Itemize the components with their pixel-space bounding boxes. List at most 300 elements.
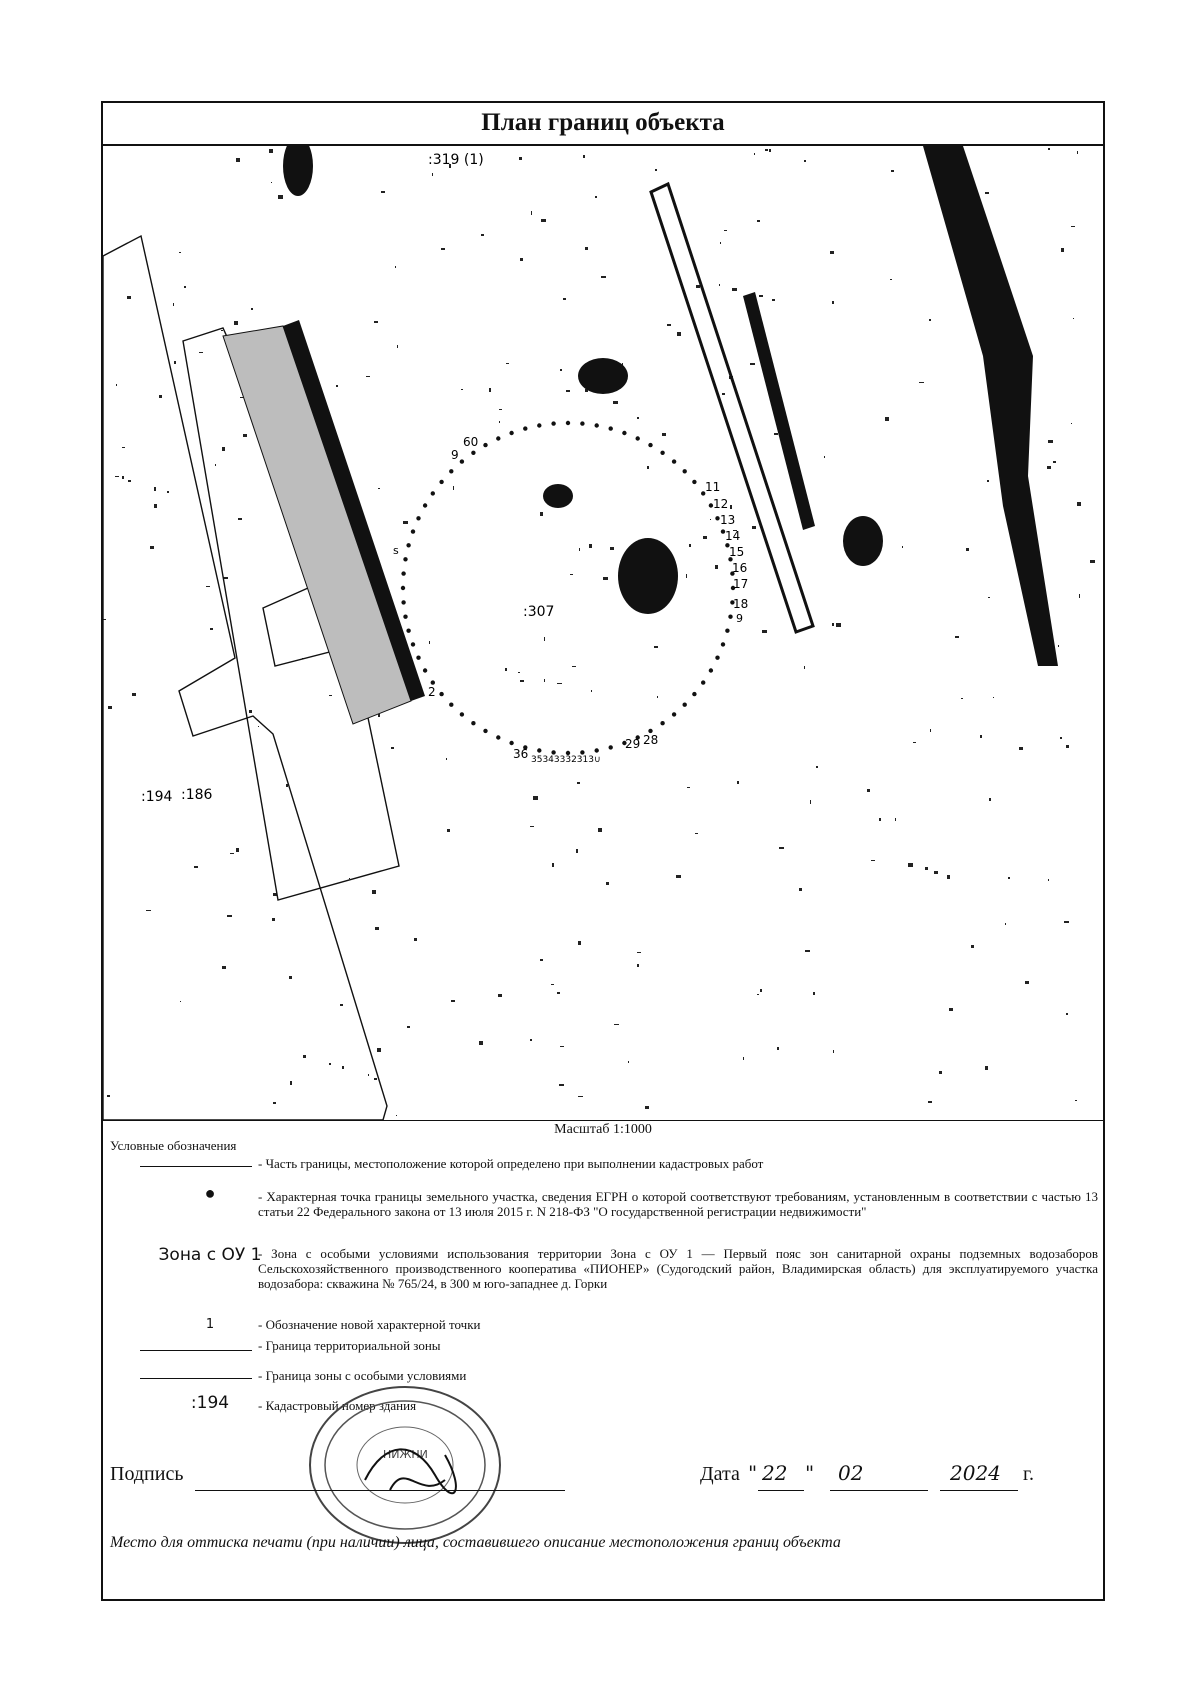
label-point-61: 9 [451,448,459,462]
zone-boundary-point [401,586,405,590]
date-month-line [830,1490,928,1491]
zone-boundary-point [411,642,415,646]
map-drawing [103,146,1103,1120]
zone-boundary-point [683,703,687,707]
photo-speckle [832,623,834,626]
photo-speckle [987,480,989,482]
photo-speckle [432,173,433,176]
photo-speckle [824,456,825,458]
zone-boundary-point [431,491,435,495]
zone-boundary-point [411,529,415,533]
photo-speckle [1008,877,1010,879]
photo-speckle [374,1078,377,1080]
zone-boundary-point [403,557,407,561]
photo-speckle [258,726,259,727]
photo-speckle [576,849,578,853]
photo-speckle [677,332,681,336]
photo-speckle [272,918,275,921]
legend-item-building-number [110,1393,1100,1418]
photo-speckle [1075,1100,1077,1101]
photo-speckle [560,369,562,371]
zone-boundary-point [423,503,427,507]
photo-speckle [210,628,213,630]
photo-speckle [637,964,639,967]
legend-item-special-zone [110,1368,1100,1386]
zone-boundary-point [509,741,513,745]
photo-speckle [179,252,181,253]
photo-speckle [637,417,639,419]
zone-boundary-point [471,721,475,725]
photo-speckle [286,784,288,787]
photo-speckle [174,361,176,364]
photo-speckle [754,153,755,155]
zone-boundary-point [660,721,664,725]
zone-boundary-point [580,421,584,425]
legend-symbol-zone: Зона с ОУ 1 [158,1245,262,1265]
zone-boundary-point [496,436,500,440]
photo-speckle [601,276,606,278]
label-point-28: 28 [643,733,659,747]
zone-boundary-point [609,745,613,749]
photo-speckle [988,597,990,598]
zone-boundary-point [483,443,487,447]
photo-speckle [378,488,380,489]
photo-speckle [122,476,124,479]
photo-speckle [769,149,771,152]
photo-speckle [481,234,484,236]
zone-boundary-point [672,712,676,716]
photo-speckle [810,800,811,804]
photo-speckle [578,941,581,945]
photo-speckle [447,829,450,832]
label-point-17: 17 [733,577,749,591]
photo-speckle [530,826,534,827]
zone-boundary-point [406,629,410,633]
photo-speckle [1077,502,1081,506]
photo-speckle [1073,318,1074,319]
photo-speckle [499,421,500,423]
photo-speckle [836,623,841,627]
photo-speckle [1058,645,1059,647]
photo-speckle [610,547,614,550]
photo-speckle [743,1057,744,1060]
photo-speckle [799,888,802,891]
zone-boundary-point [683,469,687,473]
photo-speckle [396,1115,397,1116]
photo-speckle [759,295,763,297]
zone-boundary-point [509,431,513,435]
photo-speckle [752,526,756,529]
photo-speckle [757,220,760,222]
photo-speckle [173,303,174,306]
photo-speckle [159,395,162,398]
zone-boundary-point [496,735,500,739]
photo-speckle [676,875,681,878]
photo-speckle [249,710,252,713]
photo-speckle [779,847,784,849]
photo-speckle [381,191,385,193]
zone-boundary-point [715,656,719,660]
zone-boundary-point [728,615,732,619]
photo-speckle [891,170,894,172]
photo-speckle [552,863,554,867]
photo-speckle [544,679,545,682]
label-point-run: 35343332313∪ [531,755,601,765]
photo-speckle [966,548,969,551]
photo-speckle [1048,440,1053,443]
photo-speckle [544,637,545,641]
photo-speckle [128,480,131,482]
zone-boundary-point [595,748,599,752]
zone-boundary-point [672,459,676,463]
photo-speckle [342,1066,344,1069]
zone-boundary-point [692,692,696,696]
photo-speckle [108,706,112,709]
photo-speckle [628,1061,629,1063]
label-point-12: 12 [713,497,729,511]
zone-boundary-point [595,423,599,427]
photo-speckle [925,867,928,870]
zone-boundary-point [648,443,652,447]
photo-speckle [122,447,125,448]
date-quote-close: " [805,1461,815,1485]
photo-speckle [227,915,232,917]
zone-boundary-points [401,421,735,755]
photo-speckle [1048,879,1049,881]
photo-speckle [1071,226,1075,227]
photo-speckle [949,1008,953,1011]
legend-text: - Часть границы, местоположение которой определено при выполнении кадастровых работ [258,1156,764,1171]
photo-speckle [215,464,216,466]
page-title: План границ объекта [101,101,1105,146]
label-parcel-319: :319 (1) [428,152,484,168]
seal-stamp [295,1380,525,1550]
label-point-11: 11 [705,480,721,494]
photo-speckle [127,296,131,299]
zone-boundary-point [401,571,405,575]
photo-speckle [566,390,570,392]
photo-speckle [506,363,509,364]
date-month[interactable]: 02 [838,1461,864,1485]
photo-speckle [1077,151,1078,154]
zone-boundary-point [460,459,464,463]
photo-speckle [221,330,223,331]
photo-speckle [585,247,588,250]
legend-text: - Кадастровый номер здания [258,1398,417,1413]
photo-speckle [349,878,350,879]
photo-speckle [540,512,543,516]
photo-speckle [441,248,445,250]
photo-speckle [167,491,169,493]
photo-speckle [696,285,700,288]
label-point-60: 60 [463,435,479,449]
zone-boundary-point [609,426,613,430]
date-label: Дата [700,1463,740,1485]
photo-speckle [902,546,903,548]
legend-title: Условные обозначения [110,1138,237,1153]
zone-boundary-point [701,680,705,684]
photo-speckle [374,321,378,323]
zone-boundary-point [423,668,427,672]
photo-speckle [1053,461,1056,463]
photo-speckle [908,863,913,867]
photo-speckle [985,1066,988,1070]
zone-boundary-point [551,421,555,425]
photo-speckle [518,672,520,673]
photo-speckle [732,288,737,291]
signature-label: Подпись [110,1463,184,1485]
photo-speckle [657,696,658,698]
photo-speckle [570,574,573,575]
photo-speckle [290,1081,292,1085]
dark-vegetation-edge [923,146,1058,666]
photo-speckle [289,976,292,979]
photo-speckle [830,251,834,254]
zone-boundary-point [439,692,443,696]
zone-boundary-point [449,703,453,707]
zone-boundary-point [551,750,555,754]
photo-speckle [194,866,198,868]
date-day[interactable]: 22 [762,1461,788,1485]
photo-speckle [329,695,332,696]
date-suffix: г. [1023,1463,1034,1485]
photo-speckle [461,389,463,390]
legend-item-new-point [110,1317,1100,1335]
photo-speckle [645,1106,649,1109]
photo-speckle [563,298,566,300]
photo-speckle [1047,466,1051,469]
photo-speckle [366,376,370,377]
label-point-left: 2 [428,685,436,699]
photo-speckle [1048,148,1050,150]
legend-symbol-cadastral-number: :194 [190,1393,230,1413]
photo-speckle [150,546,154,549]
photo-speckle [804,160,806,162]
photo-speckle [397,345,398,348]
label-point-15: 15 [729,545,745,559]
photo-speckle [971,945,974,948]
boundary-map[interactable] [103,146,1103,1121]
photo-speckle [572,666,576,667]
photo-speckle [577,782,580,784]
legend-item-characteristic-point [110,1183,1100,1239]
zone-boundary-point [401,600,405,604]
label-point-16: 16 [732,561,748,575]
photo-speckle [591,690,592,692]
seal-text: НИЖНИ [383,1448,428,1461]
photo-speckle [1060,737,1062,739]
zone-boundary-point [449,469,453,473]
photo-speckle [1025,981,1029,984]
photo-speckle [730,505,732,509]
photo-speckle [715,565,718,569]
legend-symbol-new-point: 1 [205,1317,215,1332]
photo-speckle [947,875,950,879]
label-point-19: 9 [736,612,743,625]
zone-boundary-point [692,480,696,484]
long-structure-fill [743,292,815,530]
photo-speckle [519,157,522,160]
photo-speckle [368,1074,369,1076]
zone-boundary-point [403,615,407,619]
label-point-18: 18 [733,597,749,611]
vegetation-blob [543,484,573,508]
vegetation-blob [843,516,883,566]
photo-speckle [583,155,585,158]
photo-speckle [234,321,238,325]
zone-boundary-point [636,436,640,440]
date-quote-open: " [748,1461,758,1485]
label-parcel-307: :307 [523,604,555,620]
dot-icon: ● [204,1183,216,1203]
photo-speckle [879,818,881,821]
legend-text: - Зона с особыми условиями использования территории Зона с ОУ 1 — Первый пояс зон санитарной охраны подземных водозаборов Сельскохозяйственного производственного кооператива «ПИОНЕР» (Судогодский район, Владимирская область) для эксплуатируемого участка водозабора: скважина № 765/24, в 300 м юго-западнее д. Горки [258,1246,1098,1291]
photo-speckle [686,574,687,578]
zone-boundary-point [471,451,475,455]
legend-line-symbol [140,1378,252,1379]
photo-speckle [710,519,711,520]
label-parcel-194: :194 [141,789,173,805]
photo-speckle [985,192,989,194]
photo-speckle [533,796,538,800]
photo-speckle [939,1071,942,1074]
photo-speckle [913,742,916,743]
photo-speckle [757,994,759,995]
photo-speckle [530,1039,532,1041]
zone-boundary-point [406,543,410,547]
photo-speckle [429,641,430,644]
zone-boundary-point [460,712,464,716]
photo-speckle [271,182,272,183]
label-point-36: 36 [513,747,529,761]
label-point-29: 29 [625,737,641,751]
photo-speckle [961,698,963,699]
photo-speckle [919,382,924,383]
photo-speckle [654,646,658,648]
photo-speckle [667,324,671,326]
photo-speckle [955,636,959,638]
photo-speckle [303,1055,306,1058]
photo-speckle [1066,1013,1068,1015]
photo-speckle [606,882,609,885]
photo-speckle [737,781,739,784]
photo-speckle [833,1050,834,1053]
photo-speckle [724,230,727,231]
photo-speckle [687,787,690,788]
label-point-s: s [393,544,399,557]
label-parcel-186: :186 [181,787,213,803]
label-point-13: 13 [720,513,736,527]
photo-speckle [560,1046,564,1047]
zone-boundary-point [660,451,664,455]
photo-speckle [695,833,698,834]
zone-boundary-point [416,656,420,660]
photo-speckle [598,828,602,832]
legend-item-territorial-zone [110,1338,1100,1356]
photo-speckle [505,668,507,671]
photo-speckle [238,518,242,520]
signature-line[interactable] [195,1490,565,1491]
photo-speckle [372,890,376,894]
photo-speckle [531,211,532,215]
photo-speckle [750,363,755,365]
photo-speckle [199,352,203,353]
photo-speckle [132,693,136,696]
photo-speckle [146,910,151,911]
label-point-14: 14 [725,529,741,543]
legend-text: - Граница территориальной зоны [258,1338,441,1353]
photo-speckle [206,586,210,587]
photo-speckle [1066,745,1069,748]
photo-speckle [414,938,417,941]
photo-speckle [805,950,810,952]
zone-boundary-point [483,729,487,733]
legend-text: - Граница зоны с особыми условиями [258,1368,467,1383]
photo-speckle [520,258,523,261]
photo-speckle [278,195,283,199]
photo-speckle [1079,594,1080,598]
photo-speckle [637,952,641,953]
photo-speckle [222,447,225,451]
photo-speckle [980,735,982,738]
photo-speckle [273,1102,276,1104]
photo-speckle [180,1001,181,1002]
photo-speckle [614,1024,619,1025]
photo-speckle [154,487,156,491]
zone-boundary-point [622,431,626,435]
photo-speckle [107,1095,110,1097]
vegetation-blob [283,146,313,196]
photo-speckle [551,984,554,985]
photo-speckle [375,927,379,930]
photo-speckle [662,433,666,436]
photo-speckle [236,158,240,162]
photo-speckle [579,548,580,551]
legend-line-symbol [140,1350,252,1351]
photo-speckle [222,966,226,969]
photo-speckle [154,504,157,508]
photo-speckle [895,818,896,821]
photo-speckle [1061,248,1064,252]
photo-speckle [557,683,562,684]
photo-speckle [1005,923,1006,925]
photo-speckle [655,169,657,171]
photo-speckle [871,860,875,861]
zone-boundary-point [709,668,713,672]
photo-speckle [816,766,818,768]
date-year[interactable]: 2024 [950,1461,1001,1485]
photo-speckle [115,476,119,477]
photo-speckle [993,697,994,698]
zone-boundary-point [725,629,729,633]
photo-speckle [520,680,524,682]
zone-boundary-point [439,480,443,484]
photo-speckle [720,242,721,244]
photo-speckle [243,434,247,437]
photo-speckle [578,1096,583,1097]
photo-speckle [832,301,834,304]
photo-speckle [989,798,991,801]
photo-speckle [934,871,938,874]
photo-speckle [540,959,543,961]
photo-speckle [557,992,560,994]
photo-speckle [340,1004,343,1006]
photo-speckle [407,1026,410,1028]
photo-speckle [453,486,454,490]
aerial-photo-noise [103,148,1095,1116]
photo-speckle [1090,560,1095,563]
photo-speckle [867,789,870,792]
